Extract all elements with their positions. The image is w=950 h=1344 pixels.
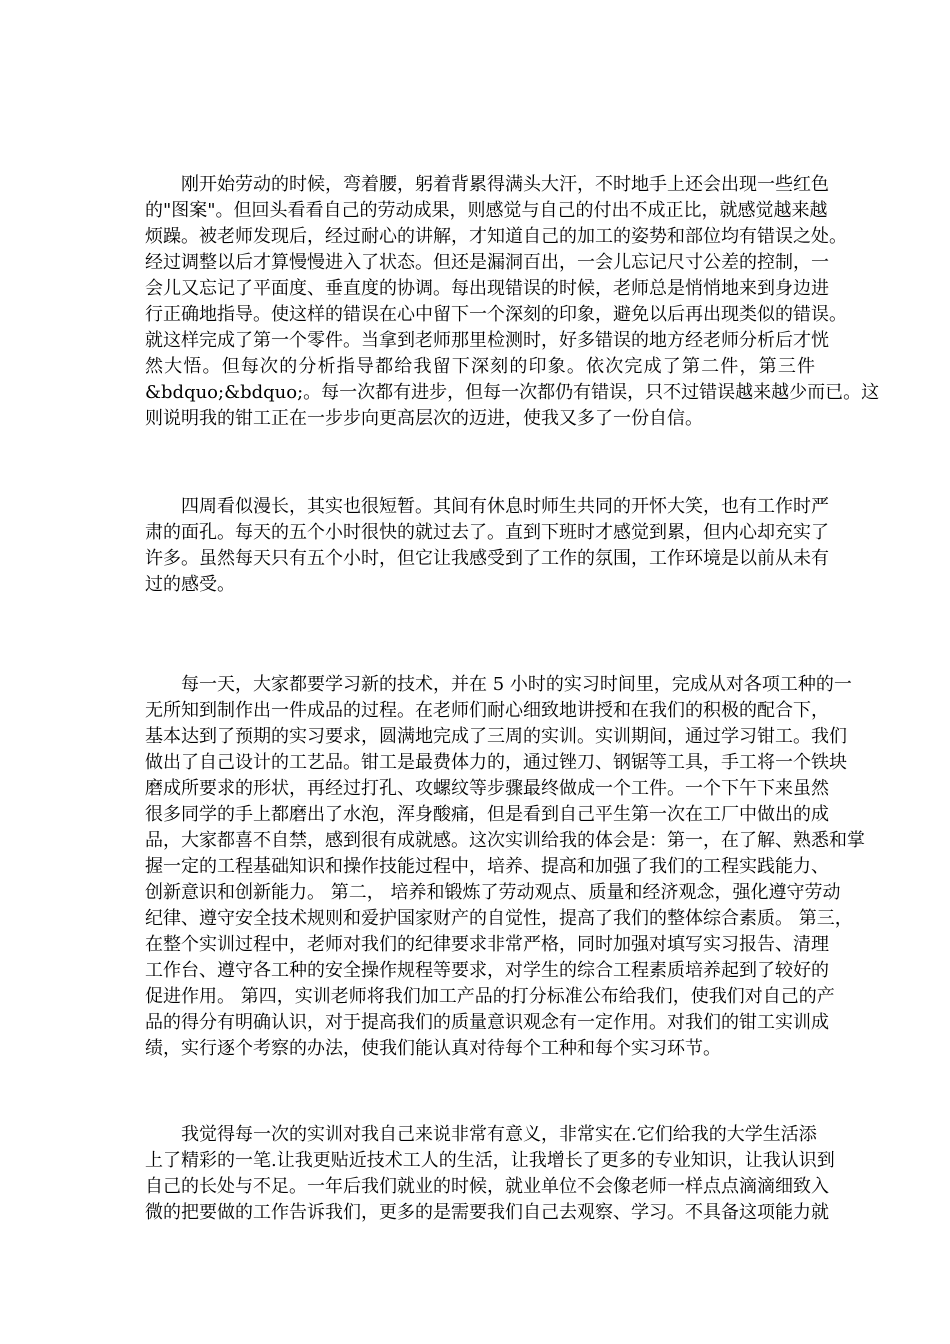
text-line: 微的把要做的工作告诉我们，更多的是需要我们自己去观察、学习。不具备这项能力就 <box>145 1202 829 1223</box>
text-line: 经过调整以后才算慢慢进入了状态。但还是漏洞百出，一会儿忘记尺寸公差的控制，一 <box>145 252 829 273</box>
text-line: 每一天，大家都要学习新的技术，并在 5 小时的实习时间里，完成从对各项工种的一 <box>181 674 852 695</box>
text-line: 过的感受。 <box>145 574 235 595</box>
text-line: 握一定的工程基础知识和操作技能过程中，培养、提高和加强了我们的工程实践能力、 <box>145 856 829 877</box>
text-line: 许多。虽然每天只有五个小时，但它让我感受到了工作的氛围，工作环境是以前从未有 <box>145 548 829 569</box>
paragraph-4 <box>145 1122 835 1226</box>
paragraph-2 <box>145 494 829 598</box>
text-line: 会儿又忘记了平面度、垂直度的协调。每出现错误的时候，老师总是悄悄地来到身边进 <box>145 278 829 299</box>
text-line: 的"图案"。但回头看看自己的劳动成果，则感觉与自己的付出不成正比，就感觉越来越 <box>145 200 828 221</box>
text-line: 很多同学的手上都磨出了水泡，浑身酸痛，但是看到自己平生第一次在工厂中做出的成 <box>145 804 829 825</box>
paragraph-3 <box>145 672 865 1062</box>
text-line: 四周看似漫长，其实也很短暂。其间有休息时师生共同的开怀大笑，也有工作时严 <box>181 496 829 517</box>
text-line: 无所知到制作出一件成品的过程。在老师们耐心细致地讲授和在我们的积极的配合下， <box>145 700 829 721</box>
text-line: 自己的长处与不足。一年后我们就业的时候，就业单位不会像老师一样点点滴滴细致入 <box>145 1176 829 1197</box>
text-line: 做出了自己设计的工艺品。钳工是最费体力的，通过锉刀、钢锯等工具，手工将一个铁块 <box>145 752 847 773</box>
text-line: 上了精彩的一笔.让我更贴近技术工人的生活，让我增长了更多的专业知识，让我认识到 <box>145 1150 835 1171</box>
paragraph-1 <box>145 172 880 432</box>
text-line: 磨成所要求的形状，再经过打孔、攻螺纹等步骤最终做成一个工件。一个下午下来虽然 <box>145 778 829 799</box>
text-line: 肃的面孔。每天的五个小时很快的就过去了。直到下班时才感觉到累，但内心却充实了 <box>145 522 829 543</box>
text-line: 纪律、遵守安全技术规则和爱护国家财产的自觉性，提高了我们的整体综合素质。 第三， <box>145 908 853 929</box>
text-line: 基本达到了预期的实习要求，圆满地完成了三周的实训。实训期间，通过学习钳工。我们 <box>145 726 847 747</box>
text-line: 然大悟。但每次的分析指导都给我留下深刻的印象。依次完成了第二件，第三件 <box>145 356 815 377</box>
text-line: 我觉得每一次的实训对我自己来说非常有意义，非常实在.它们给我的大学生活添 <box>181 1124 817 1145</box>
text-line: 行正确地指导。使这样的错误在心中留下一个深刻的印象，避免以后再出现类似的错误。 <box>145 304 847 325</box>
text-line: 品的得分有明确认识，对于提高我们的质量意识观念有一定作用。对我们的钳工实训成 <box>145 1012 829 1033</box>
text-line: 品，大家都喜不自禁，感到很有成就感。这次实训给我的体会是：第一，在了解、熟悉和掌 <box>145 830 865 851</box>
text-line: 在整个实训过程中，老师对我们的纪律要求非常严格，同时加强对填写实习报告、清理 <box>145 934 829 955</box>
text-line: 则说明我的钳工正在一步步向更高层次的迈进，使我又多了一份自信。 <box>145 408 703 429</box>
text-line: 刚开始劳动的时候，弯着腰，躬着背累得满头大汗，不时地手上还会出现一些红色 <box>181 174 829 195</box>
text-line: 工作台、遵守各工种的安全操作规程等要求，对学生的综合工程素质培养起到了较好的 <box>145 960 829 981</box>
text-line: 烦躁。被老师发现后，经过耐心的讲解，才知道自己的加工的姿势和部位均有错误之处。 <box>145 226 847 247</box>
text-line: 促进作用。 第四，实训老师将我们加工产品的打分标准公布给我们，使我们对自己的产 <box>145 986 835 1007</box>
text-line: 绩，实行逐个考察的办法，使我们能认真对待每个工种和每个实习环节。 <box>145 1038 721 1059</box>
text-line: &bdquo;&bdquo;。每一次都有进步，但每一次都仍有错误，只不过错误越来越少而已。这 <box>145 382 880 403</box>
text-line: 就这样完成了第一个零件。当拿到老师那里检测时，好多错误的地方经老师分析后才恍 <box>145 330 829 351</box>
text-line: 创新意识和创新能力。 第二， 培养和锻炼了劳动观点、质量和经济观念，强化遵守劳动 <box>145 882 841 903</box>
